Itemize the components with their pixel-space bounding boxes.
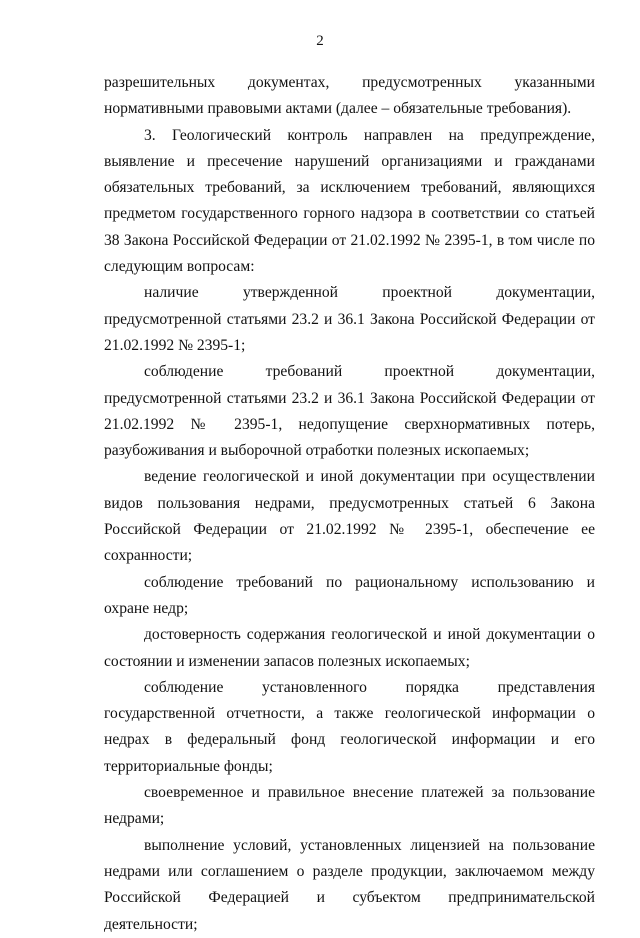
paragraph-item: своевременное и правильное внесение платежей за пользование недрами; [104, 784, 595, 828]
page-number: 2 [316, 33, 324, 49]
paragraph-item: соблюдение установленного порядка представления государственной отчетности, а также геологической информации о недрах в федеральный фонд геологической информации и его территориальные фонды; [104, 678, 595, 775]
paragraph-clause-3: 3. Геологический контроль направлен на предупреждение, выявление и пресечение нарушений организациями и гражданами обязательных требований, за исключением требований, являющихся предметом государственного горного надзора в соответствии со статьей 38 Закона Российской Федерации от 21.02.1992 № 2395-1, в том числе по следующим вопросам: [104, 126, 595, 276]
document-body [104, 70, 595, 938]
paragraph-item: выполнение условий, установленных лицензией на пользование недрами или соглашением о разделе продукции, заключаемом между Российской Федерацией и субъектом предпринимательской деятельности; [104, 836, 595, 933]
paragraph-continuation: разрешительных документах, предусмотренных указанными нормативными правовыми актами (далее – обязательные требования). [104, 74, 595, 118]
paragraph-item: ведение геологической и иной документации при осуществлении видов пользования недрами, предусмотренных статьей 6 Закона Российской Федерации от 21.02.1992 № 2395-1, обеспечение ее сохранности; [104, 468, 595, 565]
paragraph-item: соблюдение требований по рациональному использованию и охране недр; [104, 573, 595, 617]
paragraph-item: достоверность содержания геологической и иной документации о состоянии и изменении запасов полезных ископаемых; [104, 626, 595, 670]
paragraph-item: соблюдение требований проектной документации, предусмотренной статьями 23.2 и 36.1 Закона Российской Федерации от 21.02.1992 № 2395-1, недопущение сверхнормативных потерь, разубоживания и выборочной отработки полезных ископаемых; [104, 363, 595, 460]
paragraph-item: наличие утвержденной проектной документации, предусмотренной статьями 23.2 и 36.1 Закона Российской Федерации от 21.02.1992 № 2395-1; [104, 284, 595, 354]
